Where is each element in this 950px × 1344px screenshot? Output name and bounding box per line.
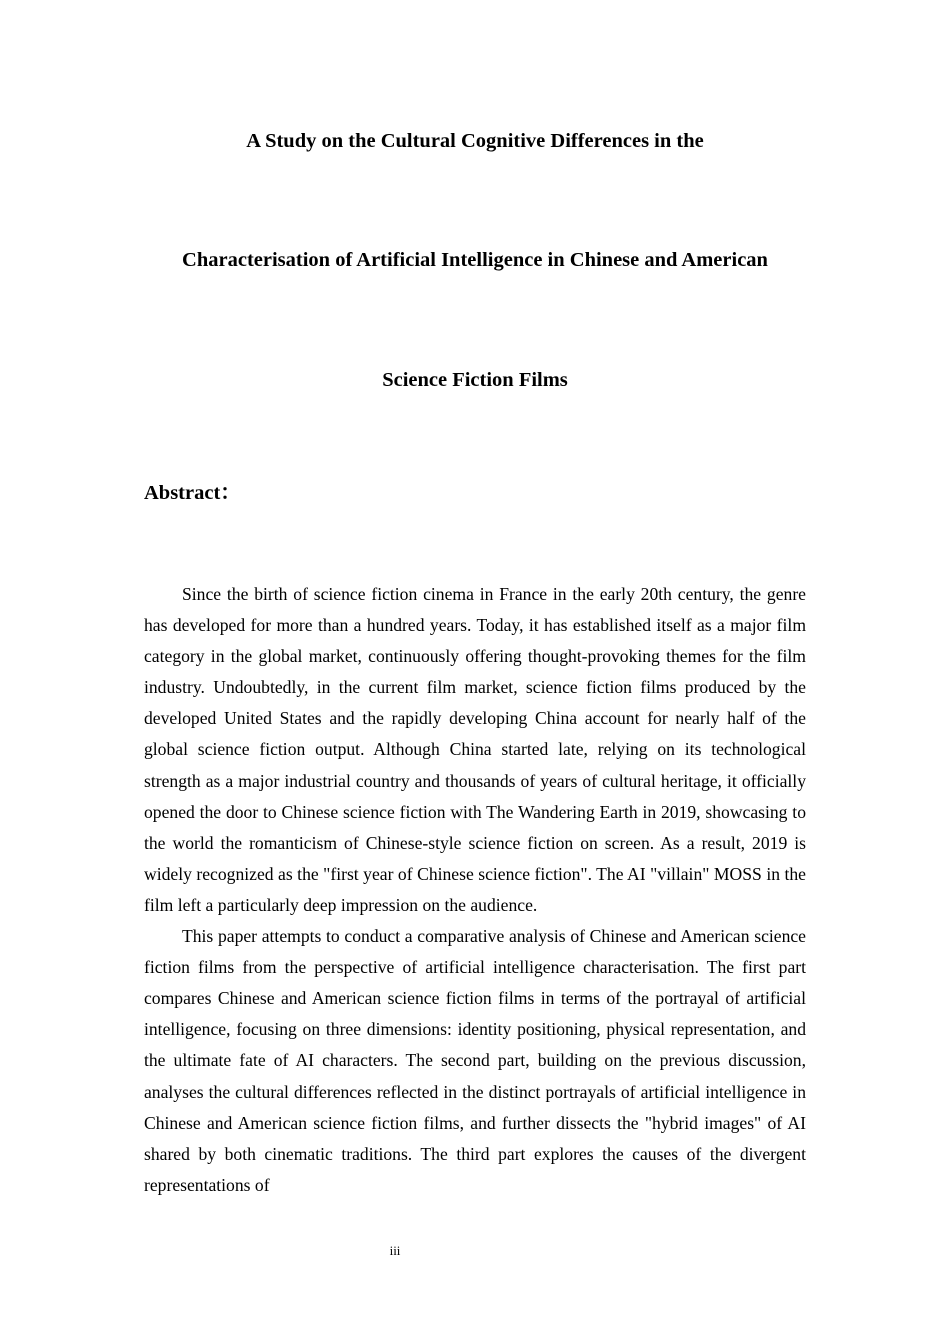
- abstract-paragraph-1: Since the birth of science fiction cinema in France in the early 20th century, the genre has developed for more than a hundred years. Today, it has established itself as a major film category in the global market, continuously offering thought-provoking themes for the film industry. Undoubtedly, in the current film market, science fiction films produced by the developed United States and the rapidly developing China account for nearly half of the global science fiction output. Although China started late, relying on its technological strength as a major industrial country and thousands of years of cultural heritage, it officially opened the door to Chinese science fiction with The Wandering Earth in 2019, showcasing to the world the romanticism of Chinese-style science fiction on screen. As a result, 2019 is widely recognized as the "first year of Chinese science fiction". The AI "villain" MOSS in the film left a particularly deep impression on the audience.: [144, 584, 806, 915]
- abstract-heading: Abstract：: [144, 482, 241, 504]
- abstract-paragraph-2: This paper attempts to conduct a comparative analysis of Chinese and American science fiction films from the perspective of artificial intelligence characterisation. The first part compares Chinese and American science fiction films in terms of the portrayal of artificial intelligence, focusing on three dimensions: identity positioning, physical representation, and the ultimate fate of AI characters. The second part, building on the previous discussion, analyses the cultural differences reflected in the distinct portrayals of artificial intelligence in Chinese and American science fiction films, and further dissects the "hybrid images" of AI shared by both cinematic traditions. The third part explores the causes of the divergent representations of: [144, 926, 806, 1195]
- page-number: iii: [389, 1243, 401, 1258]
- title-line-3: Science Fiction Films: [382, 369, 568, 391]
- title-line-1: A Study on the Cultural Cognitive Differences in the: [246, 130, 704, 152]
- abstract-body: [144, 579, 806, 1201]
- title-line-2: Characterisation of Artificial Intelligence in Chinese and American: [182, 249, 768, 271]
